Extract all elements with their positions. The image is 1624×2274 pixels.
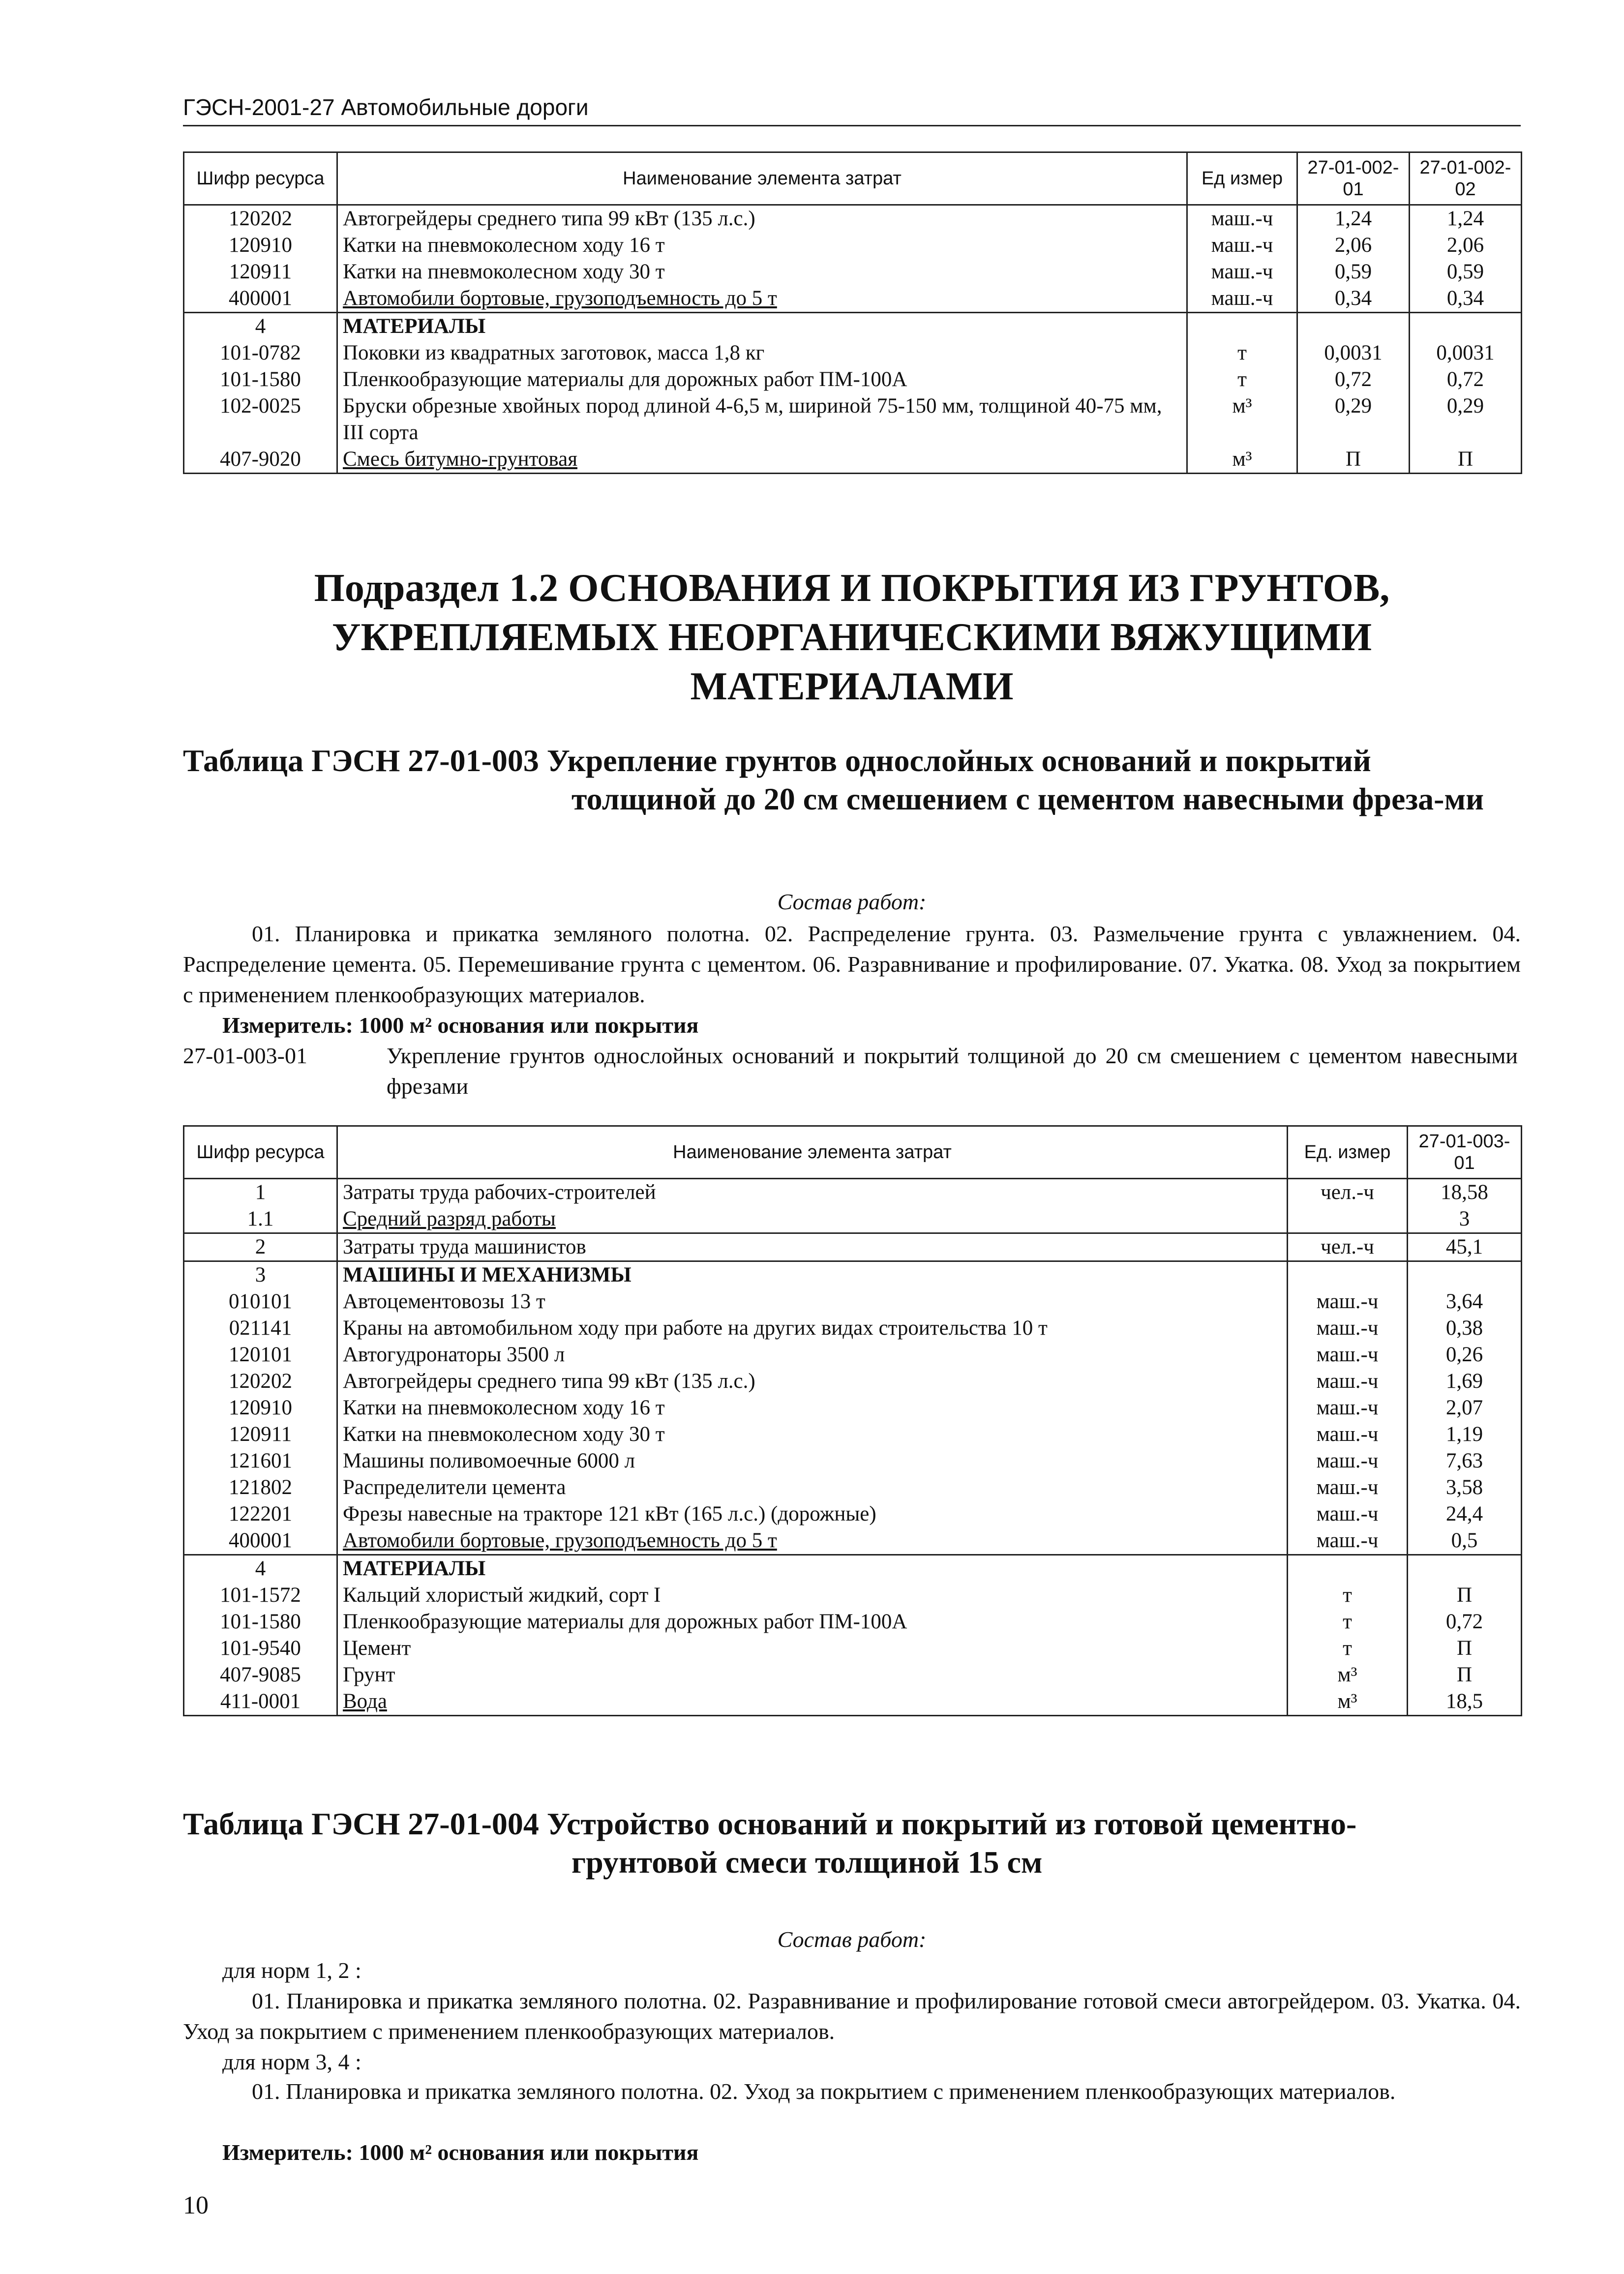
norms-label-1-2: для норм 1, 2 :	[222, 1958, 361, 1983]
running-head: ГЭСН-2001-27 Автомобильные дороги	[183, 92, 1521, 126]
cell-code: 120911	[184, 1421, 337, 1448]
cell-code: 3	[184, 1261, 337, 1289]
cell-code: 4	[184, 313, 337, 340]
cell-value: 2,07	[1408, 1395, 1522, 1421]
cell-unit: маш.-ч	[1187, 205, 1297, 233]
cell-code: 010101	[184, 1288, 337, 1315]
cell-unit	[1288, 1206, 1408, 1233]
cell-name: Автогудронаторы 3500 л	[337, 1342, 1288, 1368]
cell-code: 121802	[184, 1474, 337, 1501]
table-row	[184, 1368, 1522, 1395]
cell-unit: маш.-ч	[1187, 232, 1297, 259]
table-row	[184, 340, 1522, 366]
cell-code: 120910	[184, 1395, 337, 1421]
cell-code: 2	[184, 1233, 337, 1261]
header-code: Шифр ресурса	[184, 1126, 337, 1179]
work-text: 01. Планировка и прикатка земляного полотна. 02. Уход за покрытием с применением пленкообразующих материалов.	[252, 2079, 1396, 2104]
subsection-title: Подраздел 1.2 ОСНОВАНИЯ И ПОКРЫТИЯ ИЗ ГРУНТОВ, УКРЕПЛЯЕМЫХ НЕОРГАНИЧЕСКИМИ ВЯЖУЩИМИ МАТЕРИАЛАМИ	[314, 567, 1390, 708]
table-row	[184, 1315, 1522, 1342]
cell-value: 0,72	[1410, 366, 1522, 393]
table-row	[184, 1582, 1522, 1609]
cell-name: Кальций хлористый жидкий, сорт I	[337, 1582, 1288, 1609]
cell-code: 4	[184, 1555, 337, 1583]
cell-value: П	[1408, 1662, 1522, 1688]
cell-value: 0,29	[1410, 393, 1522, 446]
cell-group-name: МАШИНЫ И МЕХАНИЗМЫ	[337, 1261, 1288, 1289]
cell-unit: м³	[1187, 393, 1297, 446]
cell-unit: маш.-ч	[1187, 259, 1297, 285]
table-row	[184, 1421, 1522, 1448]
cell-value: 24,4	[1408, 1501, 1522, 1527]
cell-unit: маш.-ч	[1288, 1501, 1408, 1527]
table-title-004	[183, 1805, 1521, 1882]
cell-unit: т	[1288, 1609, 1408, 1635]
cell-value: 1,69	[1408, 1368, 1522, 1395]
cell-code: 120101	[184, 1342, 337, 1368]
table-row	[184, 1395, 1522, 1421]
cell-unit: чел.-ч	[1288, 1179, 1408, 1206]
cell-value: 3,64	[1408, 1288, 1522, 1315]
cell-name: Катки на пневмоколесном ходу 16 т	[337, 232, 1187, 259]
cell-value: 0,34	[1297, 285, 1410, 313]
cell-name: Автогрейдеры среднего типа 99 кВт (135 л.с.)	[337, 1368, 1288, 1395]
cell-unit	[1288, 1555, 1408, 1583]
cell-value: 0,26	[1408, 1342, 1522, 1368]
cell-value: 2,06	[1297, 232, 1410, 259]
cell-code: 120202	[184, 205, 337, 233]
work-text: 01. Планировка и прикатка земляного полотна. 02. Разравнивание и профилирование готовой смеси автогрейдером. 03. Укатка. 04. Уход за покрытием с применением пленкообразующих материалов.	[183, 1988, 1521, 2044]
cell-unit: маш.-ч	[1288, 1448, 1408, 1474]
cell-name: Затраты труда рабочих-строителей	[337, 1179, 1288, 1206]
table-row	[184, 1206, 1522, 1233]
cell-name: Цемент	[337, 1635, 1288, 1662]
cell-value	[1410, 313, 1522, 340]
cell-unit: маш.-ч	[1288, 1368, 1408, 1395]
cell-unit: м³	[1187, 446, 1297, 474]
cell-name: Средний разряд работы	[337, 1206, 1288, 1233]
cell-unit: маш.-ч	[1288, 1527, 1408, 1555]
meter-line: Измеритель: 1000 м² основания или покрытия	[222, 2140, 699, 2165]
cell-code: 101-1572	[184, 1582, 337, 1609]
table-row	[184, 1501, 1522, 1527]
table-row	[184, 446, 1522, 474]
cell-value: 1,24	[1297, 205, 1410, 233]
cell-unit: маш.-ч	[1288, 1395, 1408, 1421]
cell-name: Распределители цемента	[337, 1474, 1288, 1501]
cell-unit: т	[1187, 366, 1297, 393]
cell-value	[1408, 1261, 1522, 1289]
cell-name: Катки на пневмоколесном ходу 30 т	[337, 1421, 1288, 1448]
header-name: Наименование элемента затрат	[337, 1126, 1288, 1179]
cell-value: 0,59	[1410, 259, 1522, 285]
cell-unit: т	[1288, 1582, 1408, 1609]
cell-unit: м³	[1288, 1662, 1408, 1688]
cell-group-name: МАТЕРИАЛЫ	[337, 1555, 1288, 1583]
table-row	[184, 205, 1522, 233]
header-norm-2: 27-01-002-02	[1410, 152, 1522, 205]
cell-value: 3,58	[1408, 1474, 1522, 1501]
work-composition-label: Состав работ:	[777, 889, 927, 914]
cell-name: Машины поливомоечные 6000 л	[337, 1448, 1288, 1474]
cell-code: 102-0025	[184, 393, 337, 446]
cell-name: Автогрейдеры среднего типа 99 кВт (135 л.с.)	[337, 205, 1187, 233]
cell-value: 0,72	[1297, 366, 1410, 393]
cell-code: 411-0001	[184, 1688, 337, 1716]
table-header-row	[184, 1126, 1522, 1179]
cell-name: Катки на пневмоколесном ходу 30 т	[337, 259, 1187, 285]
table-row	[184, 1474, 1522, 1501]
cell-name: Автомобили бортовые, грузоподъемность до 5 т	[337, 285, 1187, 313]
cell-value: 2,06	[1410, 232, 1522, 259]
work-composition-text	[183, 1986, 1521, 2047]
cell-value: 1,19	[1408, 1421, 1522, 1448]
table-row	[184, 1609, 1522, 1635]
cell-value	[1297, 313, 1410, 340]
cell-name: Смесь битумно-грунтовая	[337, 446, 1187, 474]
table-row	[184, 1288, 1522, 1315]
table-row	[184, 259, 1522, 285]
table-row	[184, 1342, 1522, 1368]
cell-value: 0,34	[1410, 285, 1522, 313]
table-title-rest: толщиной до 20 см смешением с цементом навесными фреза-ми	[571, 781, 1484, 816]
cell-value: 18,5	[1408, 1688, 1522, 1716]
header-code: Шифр ресурса	[184, 152, 337, 205]
cell-code: 407-9020	[184, 446, 337, 474]
cell-code: 120911	[184, 259, 337, 285]
cell-code: 101-1580	[184, 1609, 337, 1635]
cell-value: 45,1	[1408, 1233, 1522, 1261]
norm-description: Укрепление грунтов однослойных оснований и покрытий толщиной до 20 см смешением с цементом навесными фрезами	[387, 1043, 1518, 1099]
work-composition-text	[183, 2076, 1521, 2107]
header-norm-1: 27-01-003-01	[1408, 1126, 1522, 1179]
cell-unit	[1288, 1261, 1408, 1289]
cell-name: Бруски обрезные хвойных пород длиной 4-6,5 м, шириной 75-150 мм, толщиной 40-75 мм, III сорта	[337, 393, 1187, 446]
cell-name: Затраты труда машинистов	[337, 1233, 1288, 1261]
meter-line: Измеритель: 1000 м² основания или покрытия	[222, 1013, 699, 1038]
table-row	[184, 393, 1522, 446]
cell-unit: маш.-ч	[1288, 1315, 1408, 1342]
table-row	[184, 1179, 1522, 1206]
table-row	[184, 1233, 1522, 1261]
cell-unit: т	[1288, 1635, 1408, 1662]
work-text: 01. Планировка и прикатка земляного полотна. 02. Распределение грунта. 03. Размельчение грунта с увлажнением. 04. Распределение цемента. 05. Перемешивание грунта с цементом. 06. Разравнивание и профилирование. 07. Укатка. 08. Уход за покрытием с применением пленкообразующих материалов.	[183, 921, 1521, 1007]
header-unit: Ед измер	[1187, 152, 1297, 205]
cell-code: 400001	[184, 1527, 337, 1555]
resource-table-003	[183, 1125, 1522, 1716]
cell-group-name: МАТЕРИАЛЫ	[337, 313, 1187, 340]
cell-name: Автоцементовозы 13 т	[337, 1288, 1288, 1315]
header-unit: Ед. измер	[1288, 1126, 1408, 1179]
cell-code: 021141	[184, 1315, 337, 1342]
cell-name: Поковки из квадратных заготовок, масса 1,8 кг	[337, 340, 1187, 366]
cell-code: 1	[184, 1179, 337, 1206]
cell-unit: т	[1187, 340, 1297, 366]
cell-code: 400001	[184, 285, 337, 313]
table-group-row	[184, 1261, 1522, 1289]
norm-line	[183, 1041, 1521, 1102]
cell-name: Автомобили бортовые, грузоподъемность до 5 т	[337, 1527, 1288, 1555]
cell-name: Пленкообразующие материалы для дорожных работ ПМ-100А	[337, 366, 1187, 393]
table-group-row	[184, 1555, 1522, 1583]
cell-code: 121601	[184, 1448, 337, 1474]
cell-unit: чел.-ч	[1288, 1233, 1408, 1261]
cell-value: 0,0031	[1297, 340, 1410, 366]
cell-unit: м³	[1288, 1688, 1408, 1716]
cell-value: 0,59	[1297, 259, 1410, 285]
cell-value: 0,0031	[1410, 340, 1522, 366]
table-row	[184, 1662, 1522, 1688]
cell-name: Вода	[337, 1688, 1288, 1716]
table-group-row	[184, 313, 1522, 340]
table-header-row	[184, 152, 1522, 205]
work-composition-text	[183, 919, 1521, 1010]
norm-code: 27-01-003-01	[183, 1043, 307, 1068]
cell-code: 101-9540	[184, 1635, 337, 1662]
cell-name: Грунт	[337, 1662, 1288, 1688]
cell-value: П	[1297, 446, 1410, 474]
table-row	[184, 1448, 1522, 1474]
header-name: Наименование элемента затрат	[337, 152, 1187, 205]
cell-name: Фрезы навесные на тракторе 121 кВт (165 л.с.) (дорожные)	[337, 1501, 1288, 1527]
cell-name: Пленкообразующие материалы для дорожных работ ПМ-100А	[337, 1609, 1288, 1635]
header-norm-1: 27-01-002-01	[1297, 152, 1410, 205]
cell-value: П	[1408, 1582, 1522, 1609]
table-title-lead: Таблица ГЭСН 27-01-004 Устройство оснований и покрытий из готовой цементно-	[183, 1806, 1357, 1841]
cell-value: 7,63	[1408, 1448, 1522, 1474]
cell-code: 407-9085	[184, 1662, 337, 1688]
cell-code: 120202	[184, 1368, 337, 1395]
cell-value: 0,72	[1408, 1609, 1522, 1635]
table-row	[184, 232, 1522, 259]
cell-value: П	[1410, 446, 1522, 474]
cell-unit: маш.-ч	[1288, 1342, 1408, 1368]
cell-value: 3	[1408, 1206, 1522, 1233]
cell-name: Катки на пневмоколесном ходу 16 т	[337, 1395, 1288, 1421]
table-title-003	[183, 742, 1521, 818]
cell-code: 120910	[184, 232, 337, 259]
cell-name: Краны на автомобильном ходу при работе на других видах строительства 10 т	[337, 1315, 1288, 1342]
cell-value: 1,24	[1410, 205, 1522, 233]
page-number: 10	[183, 2191, 209, 2219]
cell-value: П	[1408, 1635, 1522, 1662]
cell-code: 122201	[184, 1501, 337, 1527]
cell-unit: маш.-ч	[1288, 1288, 1408, 1315]
table-title-lead: Таблица ГЭСН 27-01-003 Укрепление грунтов однослойных оснований и покрытий	[183, 743, 1371, 778]
norms-label-3-4: для норм 3, 4 :	[222, 2049, 361, 2074]
cell-unit: маш.-ч	[1187, 285, 1297, 313]
table-row	[184, 285, 1522, 313]
cell-value: 18,58	[1408, 1179, 1522, 1206]
cell-code: 1.1	[184, 1206, 337, 1233]
cell-code: 101-0782	[184, 340, 337, 366]
cell-value	[1408, 1555, 1522, 1583]
work-composition-label: Состав работ:	[777, 1927, 927, 1952]
table-row	[184, 1635, 1522, 1662]
cell-code: 101-1580	[184, 366, 337, 393]
cell-value: 0,38	[1408, 1315, 1522, 1342]
resource-table-002	[183, 151, 1522, 474]
table-row	[184, 366, 1522, 393]
table-row	[184, 1688, 1522, 1716]
cell-unit: маш.-ч	[1288, 1474, 1408, 1501]
table-title-rest: грунтовой смеси толщиной 15 см	[571, 1845, 1043, 1880]
table-row	[184, 1527, 1522, 1555]
cell-unit: маш.-ч	[1288, 1421, 1408, 1448]
cell-unit	[1187, 313, 1297, 340]
cell-value: 0,29	[1297, 393, 1410, 446]
cell-value: 0,5	[1408, 1527, 1522, 1555]
